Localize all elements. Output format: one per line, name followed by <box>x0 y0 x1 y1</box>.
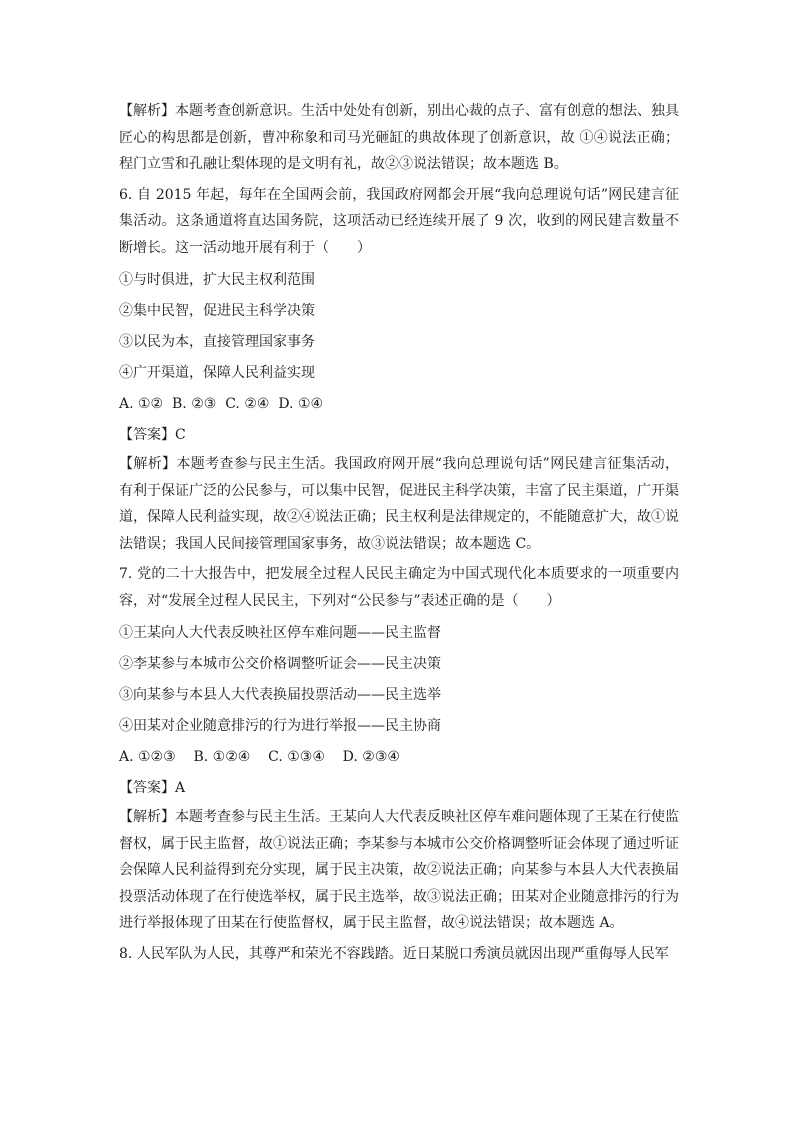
q7-answer: 【答案】A <box>119 780 186 796</box>
question-8-stem: 8. 人民军队为人民，其尊严和荣光不容践踏。近日某脱口秀演员就因出现严重侮辱人民军 <box>119 945 669 962</box>
q7-option-2: ②李某参与本城市公交价格调整听证会——民主决策 <box>119 656 441 672</box>
analysis-q6: 【解析】本题考查参与民主生活。我国政府网开展“我向总理说句话”网民建言征集活动，有利于保证广泛的公民参与，可以集中民智，促进民主科学决策，丰富了民主渠道，广开渠道，保障人民利益实现，故②④说法正确；民主权利是法律规定的，不能随意扩大，故①说法错误；我国人民间接管理国家事务，故③说法错误；故本题选 C。 <box>119 456 679 552</box>
q7-choices: A. ①②③ B. ①②④ C. ①③④ D. ②③④ <box>119 749 400 765</box>
question-7-stem: 7. 党的二十大报告中，把发展全过程人民民主确定为中国式现代化本质要求的一项重要内容，对“发展全过程人民民主，下列对“公民参与”表述正确的是（ ） <box>119 566 679 609</box>
q7-option-4: ④田某对企业随意排污的行为进行举报——民主协商 <box>119 718 441 734</box>
analysis-q7: 【解析】本题考查参与民主生活。王某向人大代表反映社区停车难问题体现了王某在行使监督权，属于民主监督，故①说法正确；李某参与本城市公交价格调整听证会体现了通过听证会保障人民利益得到充分实现，属于民主决策，故②说法正确；向某参与本县人大代表换届投票活动体现了在行使选举权，属于民主选举，故③说法正确；田某对企业随意排污的行为进行举报体现了田某在行使监督权，属于民主监督，故④说法错误；故本题选 A。 <box>119 809 679 931</box>
q7-option-1: ①王某向人大代表反映社区停车难问题——民主监督 <box>119 625 441 641</box>
q7-option-3: ③向某参与本县人大代表换届投票活动——民主选举 <box>119 687 441 703</box>
q6-option-3: ③以民为本，直接管理国家事务 <box>119 334 315 350</box>
q6-answer: 【答案】C <box>119 427 186 443</box>
question-6-stem: 6. 自 2015 年起，每年在全国两会前，我国政府网都会开展“我向总理说句话”网民建言征集活动。这条通道将直达国务院，这项活动已经连续开展了 9 次，收到的网民建言数量不断增长。这一活动地开展有利于（ ） <box>119 186 679 256</box>
analysis-q5: 【解析】本题考查创新意识。生活中处处有创新，别出心裁的点子、富有创意的想法、独具匠心的构思都是创新，曹冲称象和司马光砸缸的典故体现了创新意识，故 ①④说法正确；程门立雪和孔融让梨体现的是文明有礼，故②③说法错误；故本题选 B。 <box>119 103 679 172</box>
q6-choices: A. ①② B. ②③ C. ②④ D. ①④ <box>119 396 324 412</box>
q6-option-2: ②集中民智，促进民主科学决策 <box>119 303 315 319</box>
q6-option-1: ①与时俱进，扩大民主权利范围 <box>119 272 315 288</box>
document-page <box>119 98 679 967</box>
q6-option-4: ④广开渠道，保障人民利益实现 <box>119 365 315 381</box>
